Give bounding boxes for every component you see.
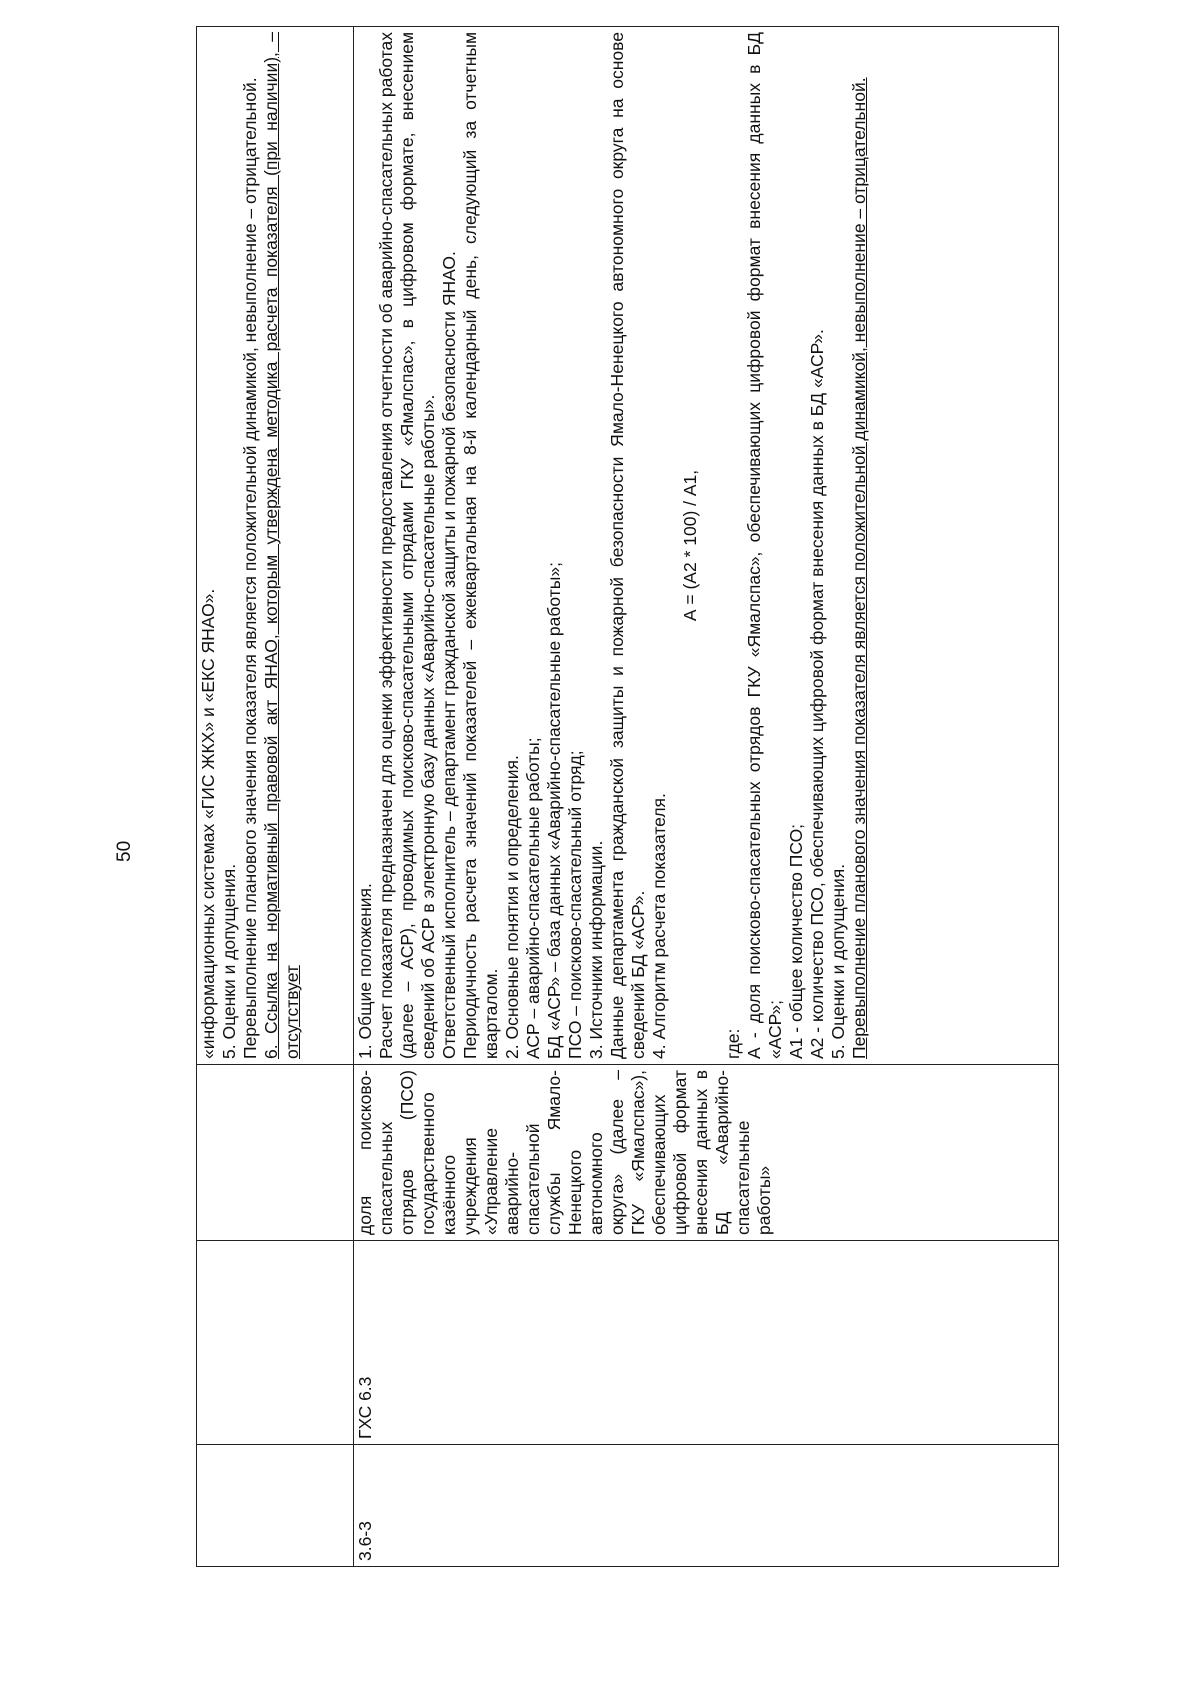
- indicator-name-cell: [197, 1065, 354, 1241]
- section-title: 4. Алгоритм расчета показателя.: [649, 793, 669, 1059]
- section-title: 3. Источники информации.: [586, 840, 606, 1059]
- indicator-name-cell: доля поисково-спасательных отрядов (ПСО) государственного казённого учреждения «Управление аварийно-спасательной службы Ямало-Ненецкого автономного округа» (далее – ГКУ «Ямалспас»), обеспечивающих цифровой формат внесения данных в БД «Аварийно-спасательные работы»: [354, 1065, 1059, 1241]
- definition: АСР – аварийно-спасательные работы;: [523, 737, 543, 1059]
- paragraph: Данные департамента гражданской защиты и пожарной безопасности Ямало-Ненецкого автономного округа на основе сведений БД «АСР».: [607, 32, 648, 1059]
- paragraph: Расчет показателя предназначен для оценки эффективности предоставления отчетности об аварийно-спасательных работах (далее – АСР), проводимых поисково-спасательными отрядами ГКУ «Ямалспас», в цифровом формате, внесением сведений об АСР в электронную базу данных «Аварийно-спасательные работы».: [376, 32, 438, 1059]
- indicator-table: [196, 26, 1059, 1567]
- paragraph: Периодичность расчета значений показателей – ежеквартальная на 8-й календарный день, следующий за отчетным кварталом.: [460, 32, 501, 1059]
- formula: А = (А2 * 100) / А1,: [680, 469, 700, 622]
- methodology-cell: [354, 27, 1059, 1065]
- text-line: «информационных системах «ГИС ЖКХ» и «ЕКС ЯНАО».: [198, 588, 218, 1059]
- paragraph: Перевыполнение планового значения показателя является положительной динамикой, невыполнение – отрицательной.: [240, 77, 260, 1059]
- rotated-table-container: [196, 27, 1058, 1567]
- section-title: 5. Оценки и допущения.: [828, 863, 848, 1059]
- paragraph: 6. Ссылка на нормативный правовой акт ЯНАО, которым утверждена методика расчета показателя (при наличии), – отсутствует: [261, 32, 302, 1059]
- code-cell: ГХС 6.3: [354, 1241, 1059, 1445]
- definition: ПСО – поисково-спасательный отряд;: [565, 750, 585, 1059]
- methodology-cell: [197, 27, 354, 1065]
- definition: БД «АСР» – база данных «Аварийно-спасательные работы»;: [544, 562, 564, 1059]
- table-row: [354, 27, 1059, 1567]
- section-title: 1. Общие положения.: [355, 883, 375, 1059]
- table-row: [197, 27, 354, 1567]
- where-label: где:: [723, 1028, 743, 1059]
- section-title: 2. Основные понятия и определения.: [502, 755, 522, 1059]
- row-number-cell: [197, 1445, 354, 1567]
- variable-definition: А - доля поисково-спасательных отрядов ГКУ «Ямалспас», обеспечивающих цифровой формат внесения данных в БД «АСР»;: [744, 32, 785, 1059]
- paragraph: Ответственный исполнитель – департамент гражданской защиты и пожарной безопасности ЯНАО.: [439, 251, 459, 1059]
- paragraph: Перевыполнение планового значения показателя является положительной динамикой, невыполнение – отрицательной.: [849, 77, 869, 1059]
- section-title: 5. Оценки и допущения.: [219, 863, 239, 1059]
- variable-definition: А1 - общее количество ПСО;: [786, 823, 806, 1059]
- code-cell: [197, 1241, 354, 1445]
- row-number-cell: 3.6-3: [354, 1445, 1059, 1567]
- variable-definition: А2 - количество ПСО, обеспечивающих цифровой формат внесения данных в БД «АСР».: [807, 329, 827, 1059]
- page-number: 50: [114, 840, 135, 862]
